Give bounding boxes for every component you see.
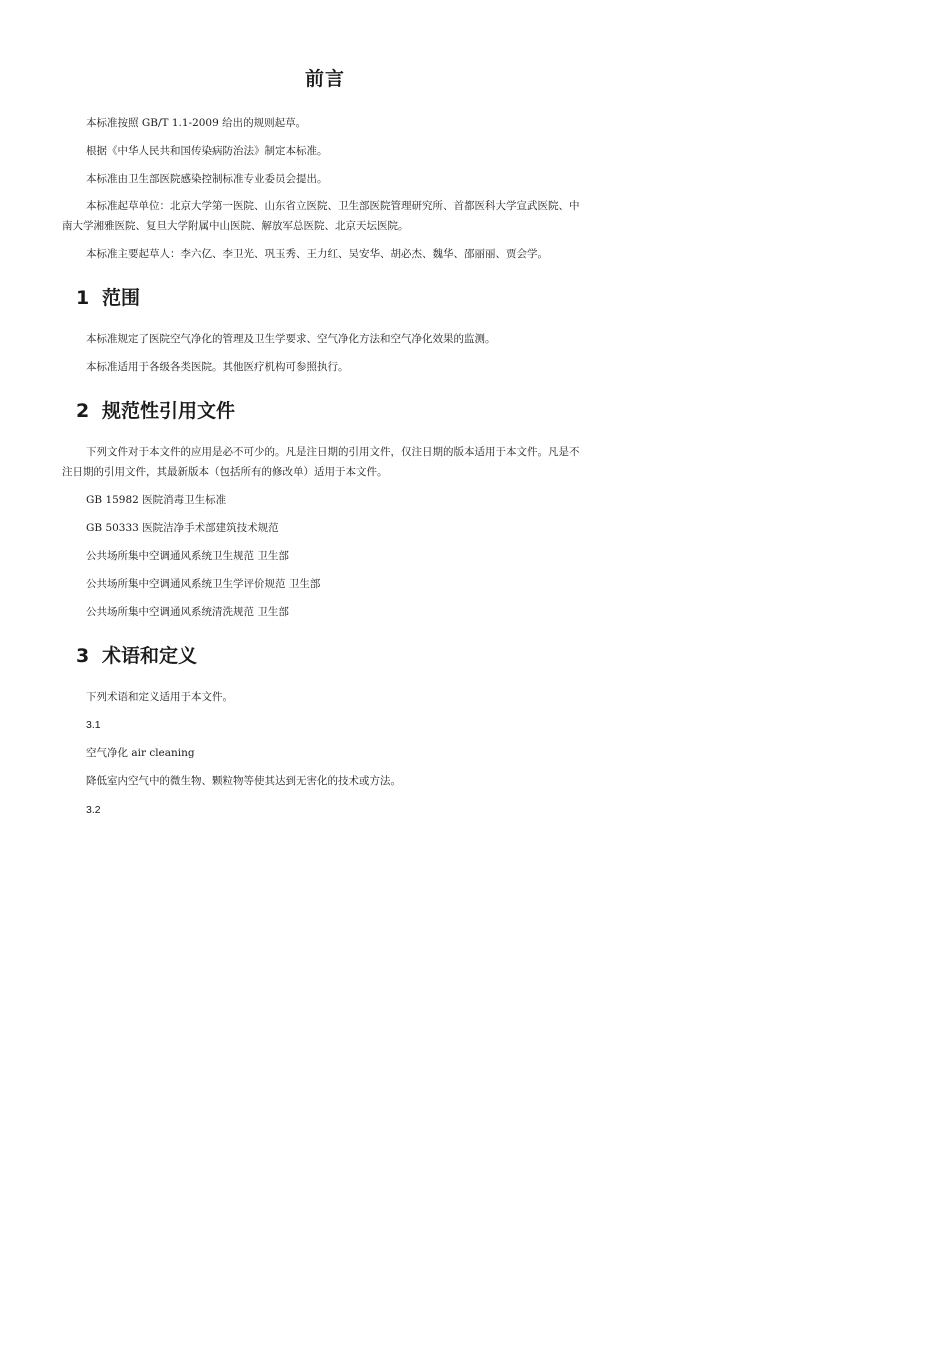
foreword-paragraph-drafting-units: 本标准起草单位：北京大学第一医院、山东省立医院、卫生部医院管理研究所、首都医科大学宣武医院、中南大学湘雅医院、复旦大学附属中山医院、解放军总医院、北京天坛医院。 [62, 200, 580, 232]
section-2-title: 规范性引用文件 [102, 400, 236, 422]
foreword-paragraph-3: 本标准由卫生部医院感染控制标准专业委员会提出。 [86, 173, 328, 185]
section-1-title: 范围 [102, 287, 141, 309]
section-1-paragraph-1: 本标准规定了医院空气净化的管理及卫生学要求、空气净化方法和空气净化效果的监测。 [86, 333, 496, 345]
section-1-number: 1 [76, 287, 90, 309]
section-3-heading [76, 641, 197, 668]
section-3-number: 3 [76, 645, 90, 667]
foreword-paragraph-2: 根据《中华人民共和国传染病防治法》制定本标准。 [86, 145, 328, 157]
section-3-intro: 下列术语和定义适用于本文件。 [86, 691, 233, 703]
section-3-title: 术语和定义 [102, 645, 198, 667]
term-3-1-definition: 降低室内空气中的微生物、颗粒物等使其达到无害化的技术或方法。 [86, 775, 401, 787]
term-3-1-number: 3.1 [86, 719, 101, 731]
foreword-paragraph-drafters: 本标准主要起草人：李六亿、李卫光、巩玉秀、王力红、吴安华、胡必杰、魏华、邵丽丽、贾会学。 [86, 248, 548, 260]
section-1-paragraph-2: 本标准适用于各级各类医院。其他医疗机构可参照执行。 [86, 361, 349, 373]
section-1-heading [76, 283, 140, 310]
reference-item: 公共场所集中空调通风系统卫生学评价规范 卫生部 [86, 578, 321, 590]
reference-item: GB 15982 医院消毒卫生标准 [86, 494, 227, 506]
section-2-heading [76, 396, 235, 423]
foreword-title: 前言 [304, 68, 345, 90]
reference-item: 公共场所集中空调通风系统清洗规范 卫生部 [86, 606, 289, 618]
section-2-intro: 下列文件对于本文件的应用是必不可少的。凡是注日期的引用文件，仅注日期的版本适用于本文件。凡是不注日期的引用文件，其最新版本（包括所有的修改单）适用于本文件。 [62, 446, 580, 478]
foreword-paragraph-1: 本标准按照 GB/T 1.1-2009 给出的规则起草。 [86, 117, 307, 129]
reference-item: GB 50333 医院洁净手术部建筑技术规范 [86, 522, 279, 534]
reference-item: 公共场所集中空调通风系统卫生规范 卫生部 [86, 550, 289, 562]
term-3-2-number: 3.2 [86, 804, 101, 816]
term-3-1-name: 空气净化 air cleaning [86, 747, 195, 759]
section-2-number: 2 [76, 400, 90, 422]
